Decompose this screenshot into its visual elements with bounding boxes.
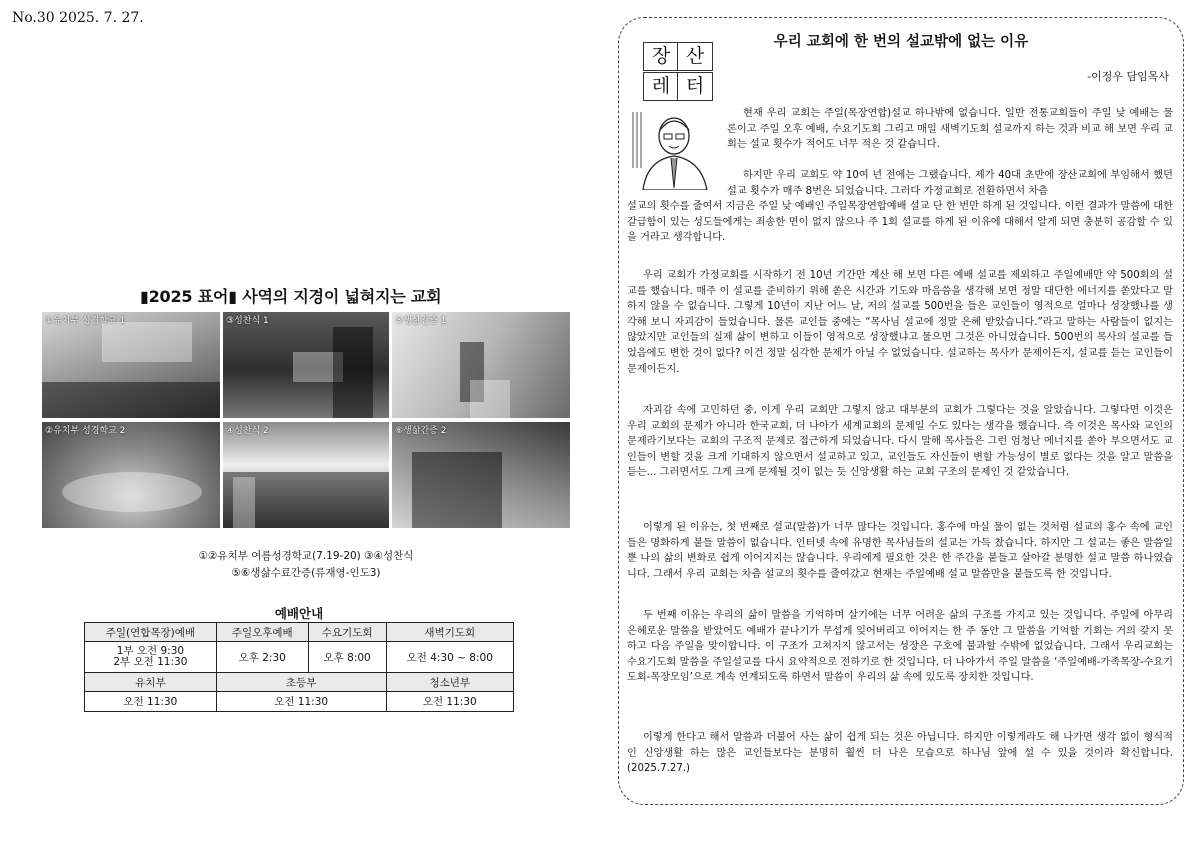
photo-label: ①유치부 성경학교 1	[45, 316, 126, 326]
photo-communion-2	[223, 422, 389, 528]
photo-label: ⑤생삶간증 1	[395, 316, 447, 326]
photo-communion-1	[223, 312, 389, 418]
photo-testimony-2	[392, 422, 570, 528]
service-time-line: 1부 오전 9:30	[116, 645, 185, 657]
service-time: 오후 8:00	[308, 642, 386, 673]
letter-author: -이정우 담임목사	[1087, 70, 1169, 83]
service-time: 오전 11:30	[85, 692, 217, 712]
service-time	[85, 642, 217, 673]
service-header: 주일오후예배	[216, 623, 308, 642]
letter-paragraph: 우리 교회가 가정교회를 시작하기 전 10년 기간만 계산 해 보면 다른 예배 설교를 제외하고 주일예배만 약 500회의 설교를 했습니다. 매주 이 설교를 준비하기 위해 쏟은 시간과 기도와 마음씀을 생각해 보면 정말 대단한 에너지를 쏟았다고 말하지 않을 수 없습니다. 그렇게 10년이 지난 어느 날, 저의 설교를 500번을 들은 교인들이 영적으로 얼마나 성장했나를 생각해 보니 자괴감이 들었습니다. 물론 교인들 중에는 “목사님 설교에 정말 은혜 받았습니다.”라고 말하는 사람들이 없지는 않았지만 교인들의 실제 삶이 변하고 이들이 영적으로 성장했냐고 물으면 그것은 아니었습니다. 500번의 목사의 설교를 들었음에도 변한 것이 없다? 이건 정말 심각한 문제가 아닐 수 없었습니다. 설교하는 목사가 문제이든지, 설교를 듣는 교인들이 문제이든지.	[627, 270, 1173, 375]
letter-paragraph: 설교의 횟수를 줄여서 지금은 주일 낮 예배인 주일목장연합예배 설교 단 한 번만 하게 된 것입니다. 이런 결과가 말씀에 대한 갈급함이 있는 성도들에게는 죄송한 면이 없지 않으나 주 1회 설교를 하게 된 이유에 대해서 알게 되면 충분히 공감할 수 있을 거라고 생각합니다.	[627, 201, 1173, 244]
service-time: 오전 4:30 ~ 8:00	[386, 642, 513, 673]
section-title: ▮2025 표어▮ 사역의 지경이 넓혀지는 교회	[140, 287, 442, 306]
service-header: 청소년부	[386, 673, 513, 692]
service-guide-title: 예배안내	[274, 606, 324, 621]
issue-number: No.30 2025. 7. 27.	[12, 10, 144, 26]
letter-paragraph: 이렇게 된 이유는, 첫 번째로 설교(말씀)가 너무 많다는 것입니다. 홍수에 마실 물이 없는 것처럼 설교의 홍수 속에 교인들은 명화하게 붙들 말씀이 없습니다. 인터넷 속에 유명한 목사님들의 설교는 가득 찼습니다. 하지만 그 설교는 좋은 말씀일 뿐 나의 삶의 변화로 쉽게 이어지지는 않습니다. 우리에게 필요한 것은 한 주간을 붙들고 살아갈 분명한 설교 말씀 하나였습니다. 그래서 우리 교회는 차츰 설교의 횟수를 줄여갔고 현재는 주일예배 설교 말씀만을 붙들도록 한 것입니다.	[627, 522, 1173, 580]
service-time: 오전 11:30	[386, 692, 513, 712]
photo-grid	[42, 312, 570, 529]
photo-label: ③성찬식 1	[226, 316, 269, 326]
service-header: 수요기도회	[308, 623, 386, 642]
brand-char: 레	[643, 72, 679, 101]
service-time-line: 2부 오전 11:30	[113, 656, 188, 668]
letter-paragraph: 자괴감 속에 고민하던 중, 이게 우리 교회만 그렇지 않고 대부분의 교회가 그렇다는 것을 알았습니다. 그렇다면 이것은 우리 교회의 문제가 아니라 한국교회, 더 나아가 세계교회의 문제일 수도 있다는 생각을 했습니다. 즉 이것은 목사와 교인의 문제라기보다는 교회의 구조적 문제로 접근하게 되었습니다. 다시 말해 목사들은 그런 엄청난 에너지를 쏟아 부으면서도 교인들이 변할 것을 크게 기대하지 않으면서 설교하고 있고, 교인들도 자신들이 변할 가능성이 별로 없다는 것을 알고 말씀을 듣는... 그러면서도 그게 크게 문제될 것이 없는 듯 신앙생활 하는 교회 구조의 문제인 것 같았습니다.	[627, 405, 1173, 479]
brand-char: 산	[677, 42, 713, 71]
pastor-portrait	[629, 108, 715, 190]
letter-title: 우리 교회에 한 번의 설교밖에 없는 이유	[773, 34, 1029, 50]
service-header: 유치부	[85, 673, 217, 692]
photo-label: ④성찬식 2	[226, 426, 269, 436]
letter-paragraph: 하지만 우리 교회도 약 10여 년 전에는 그랬습니다. 제가 40대 초반에 장산교회에 부임해서 했던 설교 횟수가 매주 8번은 되었습니다. 그러다 가정교회로 전환하면서 차츰	[727, 170, 1173, 197]
service-header: 주일(연합목장)예배	[85, 623, 217, 642]
letter-paragraph: 두 번째 이유는 우리의 삶이 말씀을 기억하며 살기에는 너무 어려운 삶의 구조를 가지고 있는 것입니다. 주일에 아무리 은혜로운 말씀을 받았어도 예배가 끝나기가 무섭게 잊어버리고 이어지는 한 주 동안 그 말씀을 기억할 기회는 거의 갖지 못하고 다음 주일을 맞이합니다. 이 구조가 고쳐지지 않고서는 성장은 구호에 불과할 수밖에 없었습니다. 그래서 우리교회는 수요기도회 말씀을 주일설교를 다시 요약적으로 전하기로 한 것입니다. 더 나아가서 주일 말씀을 ‘주일예배-가족목장-수요기도회-목장모임’으로 계속 연계되도록 하면서 말씀이 우리의 삶 속에 있도록 장치한 것입니다.	[627, 610, 1173, 684]
photo-testimony-1	[392, 312, 570, 418]
photo-vbs-1	[42, 312, 220, 418]
photo-caption-line: ⑤⑥생삶수료간증(류재영-인도3)	[231, 567, 381, 579]
brand-char: 장	[643, 42, 679, 71]
service-time: 오전 11:30	[216, 692, 386, 712]
service-time: 오후 2:30	[216, 642, 308, 673]
brand-char: 터	[677, 72, 713, 101]
pastor-letter	[618, 17, 1184, 805]
photo-vbs-2	[42, 422, 220, 528]
photo-label: ⑥생삶간증 2	[395, 426, 447, 436]
letter-paragraph: 이렇게 한다고 해서 말씀과 더불어 사는 삶이 쉽게 되는 것은 아닙니다. 하지만 이렇게라도 해 나가면 생각 없이 형식적인 신앙생활 하는 많은 교인들보다는 분명히 훨씬 더 나은 모습으로 하나님 앞에 설 수 있을 것이라 확신합니다.(2025.7.27.)	[627, 732, 1173, 775]
service-guide-table	[84, 622, 514, 712]
letter-paragraph: 현재 우리 교회는 주일(목장연합)설교 하나밖에 없습니다. 일반 전통교회들이 주일 낮 예배는 물론이고 주일 오후 예배, 수요기도회 그리고 매일 새벽기도회 설교까지 하는 것과 비교 해 보면 우리 교회는 설교 횟수가 적어도 너무 적은 것 같습니다.	[727, 108, 1173, 151]
photo-caption-line: ①②유치부 여름성경학교(7.19-20) ③④성찬식	[198, 550, 414, 562]
photo-label: ②유치부 성경학교 2	[45, 426, 126, 436]
service-header: 초등부	[216, 673, 386, 692]
letter-brand	[629, 42, 713, 106]
service-header: 새벽기도회	[386, 623, 513, 642]
